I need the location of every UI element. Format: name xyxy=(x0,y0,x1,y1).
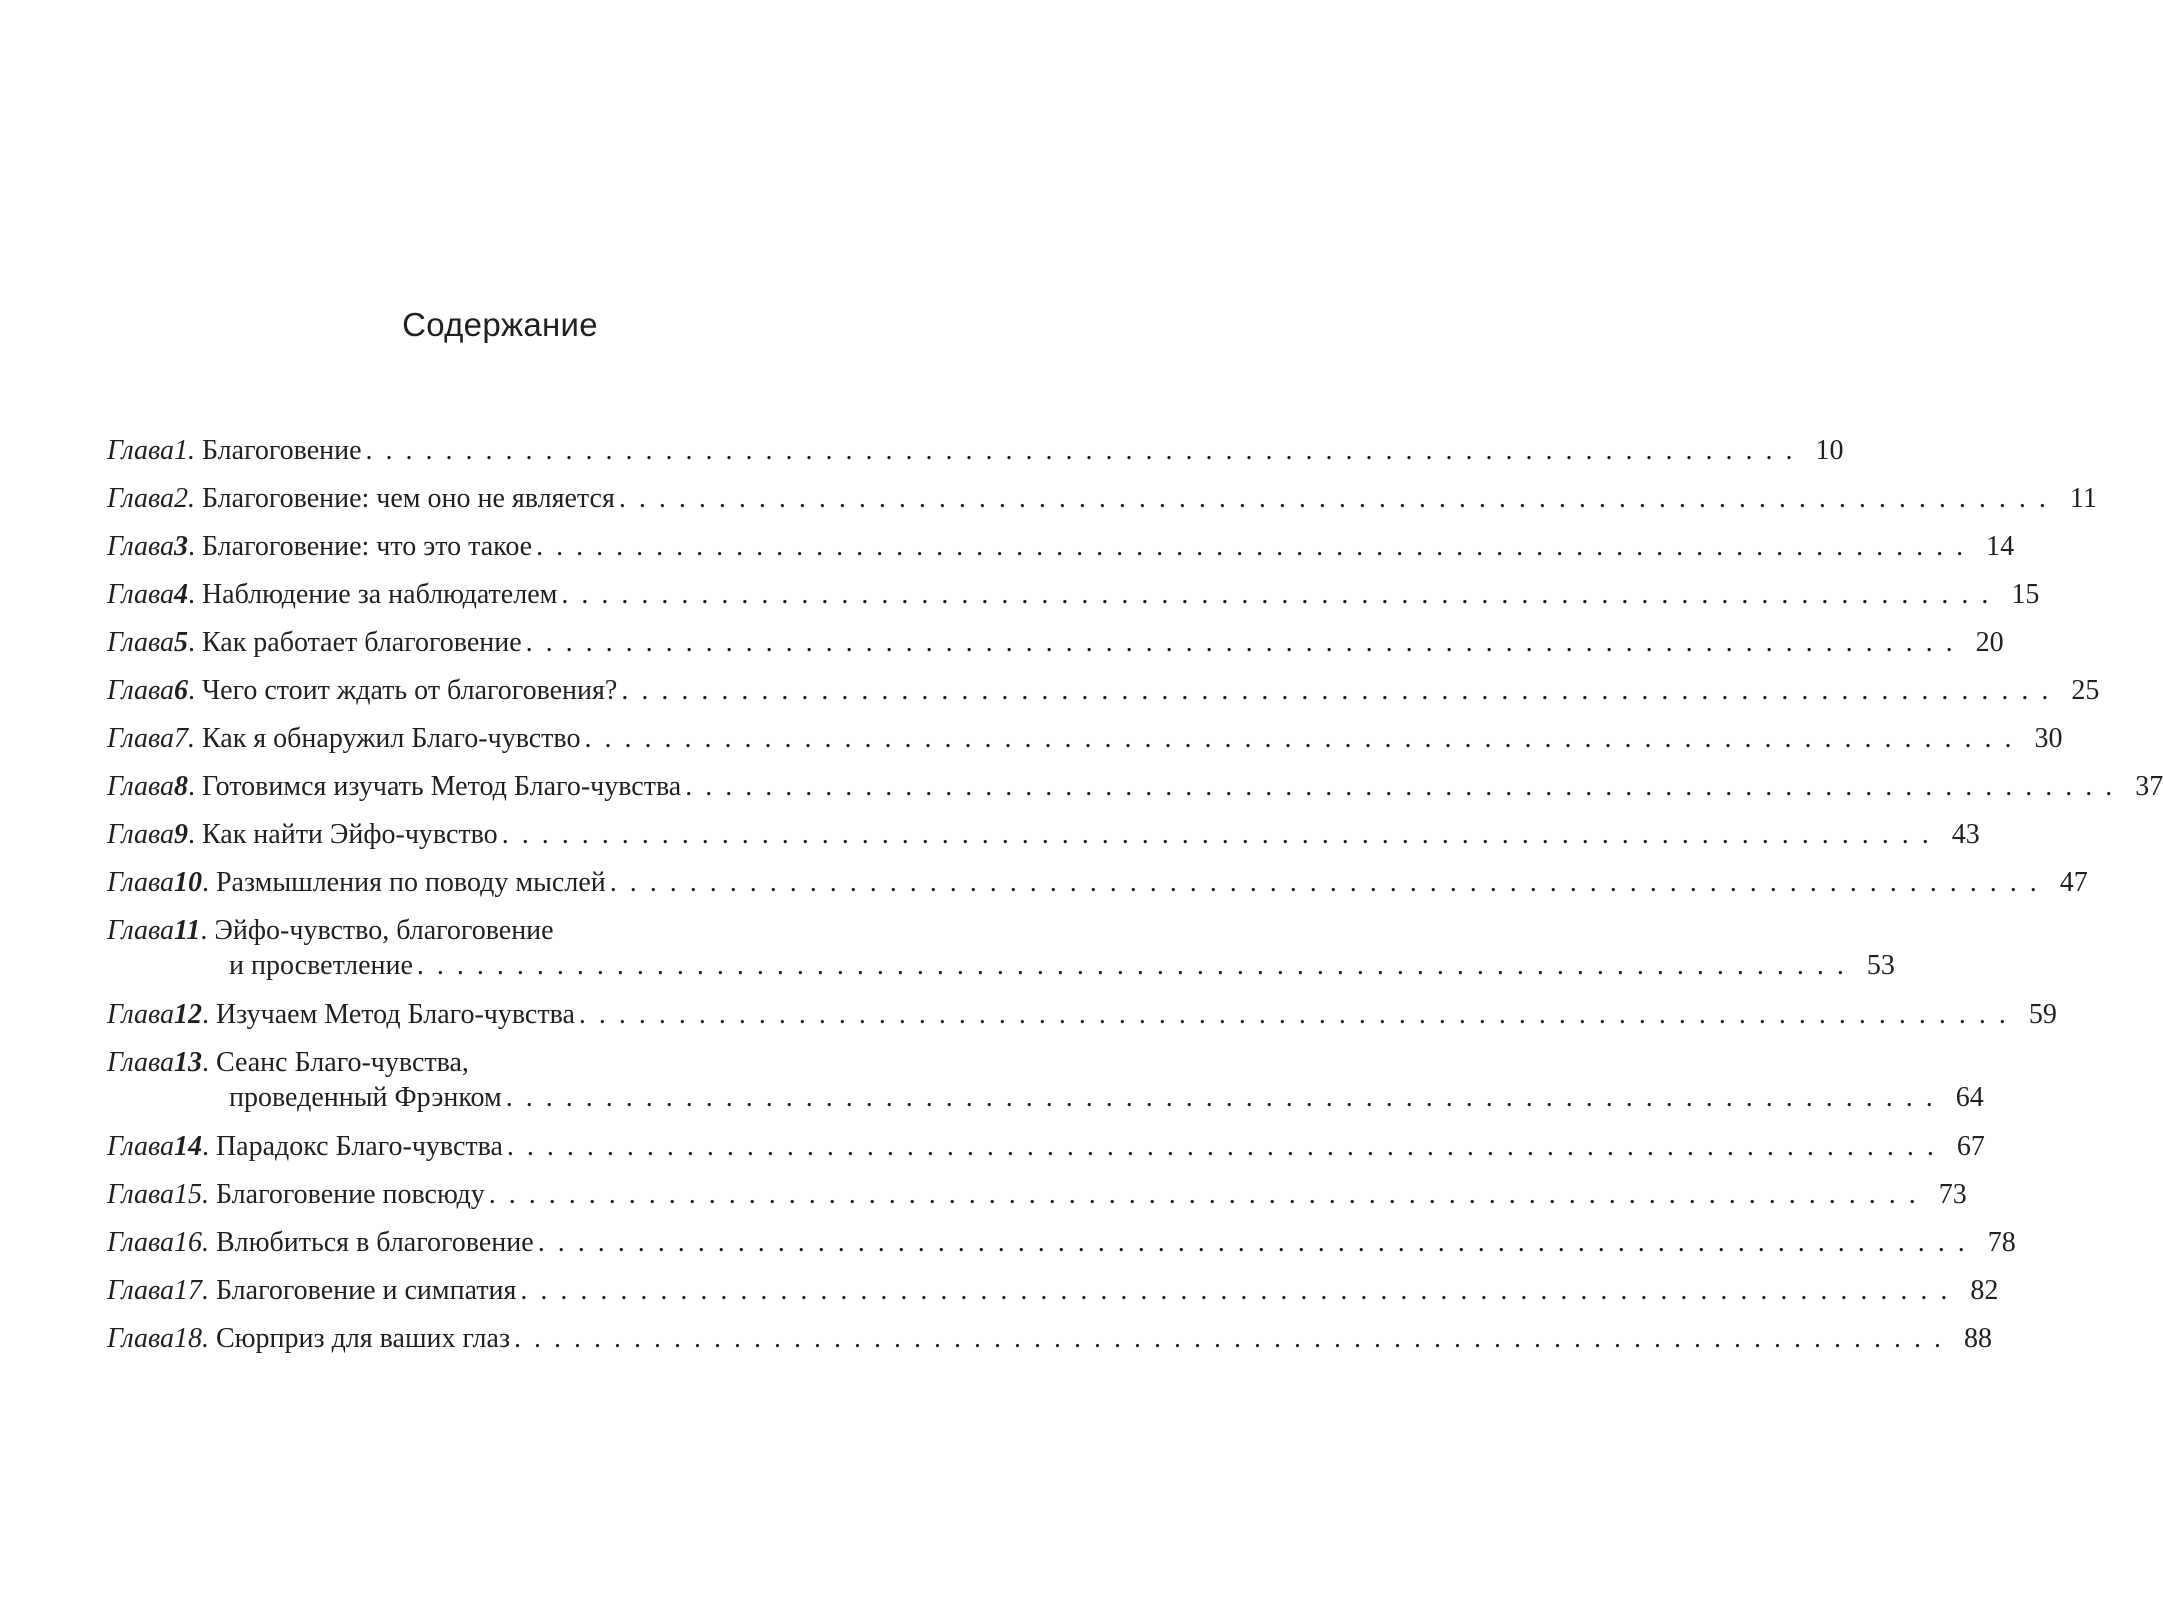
page-number: 25 xyxy=(2071,675,2100,706)
chapter-prefix: Глава xyxy=(107,1323,174,1354)
dot-leader: . . . . . . . . . . . . . . . . . . . . . . . . . . . . . . . . . . . . . . . . . . . . . . . . . . . . . . . . . . . . . . . . . . . . . . . . xyxy=(536,531,1967,562)
page-number: 47 xyxy=(2059,867,2088,898)
page-title: Содержание xyxy=(402,306,598,343)
page-number: 59 xyxy=(2028,999,2057,1030)
chapter-prefix: Глава xyxy=(107,771,174,802)
chapter-prefix: Глава xyxy=(107,819,174,850)
chapter-prefix: Глава xyxy=(107,1179,174,1210)
chapter-number: 6 xyxy=(173,675,188,706)
chapter-number: 8 xyxy=(173,771,188,802)
chapter-title: . Как найти Эйфо-чувство xyxy=(187,819,498,850)
dot-leader: . . . . . . . . . . . . . . . . . . . . . . . . . . . . . . . . . . . . . . . . . . . . . . . . . . . . . . . . . . . . . . . . . . . . . . . . xyxy=(621,675,2052,706)
dot-leader: . . . . . . . . . . . . . . . . . . . . . . . . . . . . . . . . . . . . . . . . . . . . . . . . . . . . . . . . . . . . . . . . . . . . . . . . xyxy=(506,1131,1937,1162)
dot-leader: . . . . . . . . . . . . . . . . . . . . . . . . . . . . . . . . . . . . . . . . . . . . . . . . . . . . . . . . . . . . . . . . . . . . . . . . xyxy=(584,723,2015,754)
toc-entry xyxy=(107,997,2057,1045)
toc-entry-line xyxy=(107,948,1895,983)
toc-entry xyxy=(107,1225,2016,1273)
toc-entry-line xyxy=(107,817,1980,852)
chapter-title: Благоговение повсюду xyxy=(215,1179,485,1210)
toc-entry-line xyxy=(107,1273,1999,1308)
toc-entry xyxy=(107,913,1895,997)
toc-entry-line xyxy=(107,721,2063,756)
toc-entry xyxy=(107,865,2088,913)
chapter-prefix: Глава xyxy=(107,1227,174,1258)
toc-entry-line xyxy=(107,1080,1984,1115)
chapter-number: 1. xyxy=(173,435,195,466)
chapter-number: 4 xyxy=(173,579,188,610)
page-number: 78 xyxy=(1987,1227,2016,1258)
toc-entry xyxy=(107,673,2100,721)
dot-leader: . . . . . . . . . . . . . . . . . . . . . . . . . . . . . . . . . . . . . . . . . . . . . . . . . . . . . . . . . . . . . . . . . . . . . . . . xyxy=(578,999,2009,1030)
chapter-title: Благоговение: чем оно не является xyxy=(201,483,615,514)
chapter-prefix: Глава xyxy=(107,999,174,1030)
dot-leader: . . . . . . . . . . . . . . . . . . . . . . . . . . . . . . . . . . . . . . . . . . . . . . . . . . . . . . . . . . . . . . . . . . . . . . . . xyxy=(609,867,2040,898)
toc-entry xyxy=(107,769,2163,817)
chapter-number: 13 xyxy=(173,1047,202,1078)
dot-leader: . . . . . . . . . . . . . . . . . . . . . . . . . . . . . . . . . . . . . . . . . . . . . . . . . . . . . . . . . . . . . . . . . . . . . . . . xyxy=(365,435,1796,466)
chapter-prefix: Глава xyxy=(107,867,174,898)
chapter-prefix: Глава xyxy=(107,627,174,658)
toc-entry-line xyxy=(107,865,2088,900)
chapter-prefix: Глава xyxy=(107,723,174,754)
chapter-number: 12 xyxy=(173,999,202,1030)
toc-entry-line xyxy=(107,529,2015,564)
page-number: 15 xyxy=(2011,579,2040,610)
dot-leader: . . . . . . . . . . . . . . . . . . . . . . . . . . . . . . . . . . . . . . . . . . . . . . . . . . . . . . . . . . . . . . . . . . . . . . . . xyxy=(561,579,1992,610)
chapter-number: 15. xyxy=(173,1179,209,1210)
chapter-number: 3 xyxy=(173,531,188,562)
toc-entry xyxy=(107,721,2063,769)
page-number: 30 xyxy=(2034,723,2063,754)
toc-entry-line xyxy=(107,433,1844,468)
toc-entry xyxy=(107,1273,1999,1321)
chapter-prefix: Глава xyxy=(107,1275,174,1306)
toc-entry-line xyxy=(107,1177,1967,1212)
toc-entry xyxy=(107,1045,1984,1129)
chapter-number: 17. xyxy=(173,1275,209,1306)
toc-entry-line xyxy=(107,577,2040,612)
toc-entry xyxy=(107,529,2015,577)
dot-leader: . . . . . . . . . . . . . . . . . . . . . . . . . . . . . . . . . . . . . . . . . . . . . . . . . . . . . . . . . . . . . . . . . . . . . . . . xyxy=(537,1227,1968,1258)
chapter-number: 14 xyxy=(173,1131,202,1162)
chapter-title: . Наблюдение за наблюдателем xyxy=(187,579,558,610)
toc-entry xyxy=(107,577,2040,625)
chapter-title: Как я обнаружил Благо-чувство xyxy=(201,723,581,754)
toc-entry xyxy=(107,625,2004,673)
chapter-title: . Сеанс Благо-чувства, xyxy=(201,1047,469,1078)
chapter-number: 18. xyxy=(173,1323,209,1354)
table-of-contents xyxy=(107,433,2163,1369)
chapter-title: Благоговение и симпатия xyxy=(215,1275,517,1306)
page-number: 64 xyxy=(1955,1082,1984,1113)
chapter-title: Благоговение xyxy=(201,435,362,466)
chapter-number: 16. xyxy=(173,1227,209,1258)
toc-entry-line xyxy=(107,625,2004,660)
toc-entry xyxy=(107,433,1844,481)
page-number: 10 xyxy=(1815,435,1844,466)
toc-entry-line xyxy=(107,1321,1993,1356)
chapter-number: 5 xyxy=(173,627,188,658)
page-number: 11 xyxy=(2069,483,2097,514)
dot-leader: . . . . . . . . . . . . . . . . . . . . . . . . . . . . . . . . . . . . . . . . . . . . . . . . . . . . . . . . . . . . . . . . . . . . . . . . xyxy=(501,819,1932,850)
chapter-number: 7. xyxy=(173,723,195,754)
chapter-number: 2. xyxy=(173,483,195,514)
chapter-prefix: Глава xyxy=(107,531,174,562)
toc-entry-line xyxy=(107,481,2097,516)
toc-entry xyxy=(107,817,1980,865)
dot-leader: . . . . . . . . . . . . . . . . . . . . . . . . . . . . . . . . . . . . . . . . . . . . . . . . . . . . . . . . . . . . . . . . . . . . . . . . xyxy=(505,1082,1936,1113)
toc-entry xyxy=(107,1129,1985,1177)
chapter-prefix: Глава xyxy=(107,675,174,706)
page-number: 20 xyxy=(1975,627,2004,658)
chapter-title: . Размышления по поводу мыслей xyxy=(201,867,606,898)
chapter-prefix: Глава xyxy=(107,435,174,466)
chapter-title: . Эйфо-чувство, благоговение xyxy=(200,915,554,946)
chapter-number: 9 xyxy=(173,819,188,850)
dot-leader: . . . . . . . . . . . . . . . . . . . . . . . . . . . . . . . . . . . . . . . . . . . . . . . . . . . . . . . . . . . . . . . . . . . . . . . . xyxy=(685,771,2116,802)
chapter-title: . Изучаем Метод Благо-чувства xyxy=(201,999,575,1030)
toc-entry-line xyxy=(107,913,890,948)
chapter-prefix: Глава xyxy=(107,579,174,610)
dot-leader: . . . . . . . . . . . . . . . . . . . . . . . . . . . . . . . . . . . . . . . . . . . . . . . . . . . . . . . . . . . . . . . . . . . . . . . . xyxy=(520,1275,1951,1306)
chapter-title: . Чего стоит ждать от благоговения? xyxy=(187,675,618,706)
chapter-number: 11 xyxy=(173,915,201,946)
dot-leader: . . . . . . . . . . . . . . . . . . . . . . . . . . . . . . . . . . . . . . . . . . . . . . . . . . . . . . . . . . . . . . . . . . . . . . . . xyxy=(514,1323,1945,1354)
chapter-prefix: Глава xyxy=(107,1047,174,1078)
chapter-title: . Как работает благоговение xyxy=(187,627,522,658)
chapter-title: Влюбиться в благоговение xyxy=(215,1227,534,1258)
toc-entry xyxy=(107,481,2097,529)
chapter-title: . Парадокс Благо-чувства xyxy=(201,1131,503,1162)
chapter-prefix: Глава xyxy=(107,1131,174,1162)
toc-entry-line xyxy=(107,997,2057,1032)
chapter-prefix: Глава xyxy=(107,483,174,514)
toc-entry-line xyxy=(107,769,2163,804)
page-number: 43 xyxy=(1951,819,1980,850)
page-number: 53 xyxy=(1866,950,1895,981)
chapter-number: 10 xyxy=(173,867,202,898)
toc-entry xyxy=(107,1177,1967,1225)
chapter-title: . Благоговение: что это такое xyxy=(187,531,533,562)
chapter-title: проведенный Фрэнком xyxy=(229,1082,502,1113)
chapter-title: . Готовимся изучать Метод Благо-чувства xyxy=(187,771,682,802)
dot-leader: . . . . . . . . . . . . . . . . . . . . . . . . . . . . . . . . . . . . . . . . . . . . . . . . . . . . . . . . . . . . . . . . . . . . . . . . xyxy=(525,627,1956,658)
toc-entry-line xyxy=(107,1225,2016,1260)
page-number: 37 xyxy=(2135,771,2163,802)
page-number: 82 xyxy=(1970,1275,1999,1306)
dot-leader: . . . . . . . . . . . . . . . . . . . . . . . . . . . . . . . . . . . . . . . . . . . . . . . . . . . . . . . . . . . . . . . . . . . . . . . . xyxy=(618,483,2049,514)
toc-entry-line xyxy=(107,1045,890,1080)
page-number: 14 xyxy=(1986,531,2015,562)
toc-entry-line xyxy=(107,1129,1985,1164)
page-number: 67 xyxy=(1956,1131,1985,1162)
chapter-title: и просветление xyxy=(229,950,413,981)
dot-leader: . . . . . . . . . . . . . . . . . . . . . . . . . . . . . . . . . . . . . . . . . . . . . . . . . . . . . . . . . . . . . . . . . . . . . . . . xyxy=(416,950,1847,981)
toc-entry xyxy=(107,1321,1993,1369)
page-number: 88 xyxy=(1964,1323,1993,1354)
dot-leader: . . . . . . . . . . . . . . . . . . . . . . . . . . . . . . . . . . . . . . . . . . . . . . . . . . . . . . . . . . . . . . . . . . . . . . . . xyxy=(488,1179,1919,1210)
page-number: 73 xyxy=(1938,1179,1967,1210)
chapter-prefix: Глава xyxy=(107,915,174,946)
toc-entry-line xyxy=(107,673,2100,708)
chapter-title: Сюрприз для ваших глаз xyxy=(215,1323,511,1354)
